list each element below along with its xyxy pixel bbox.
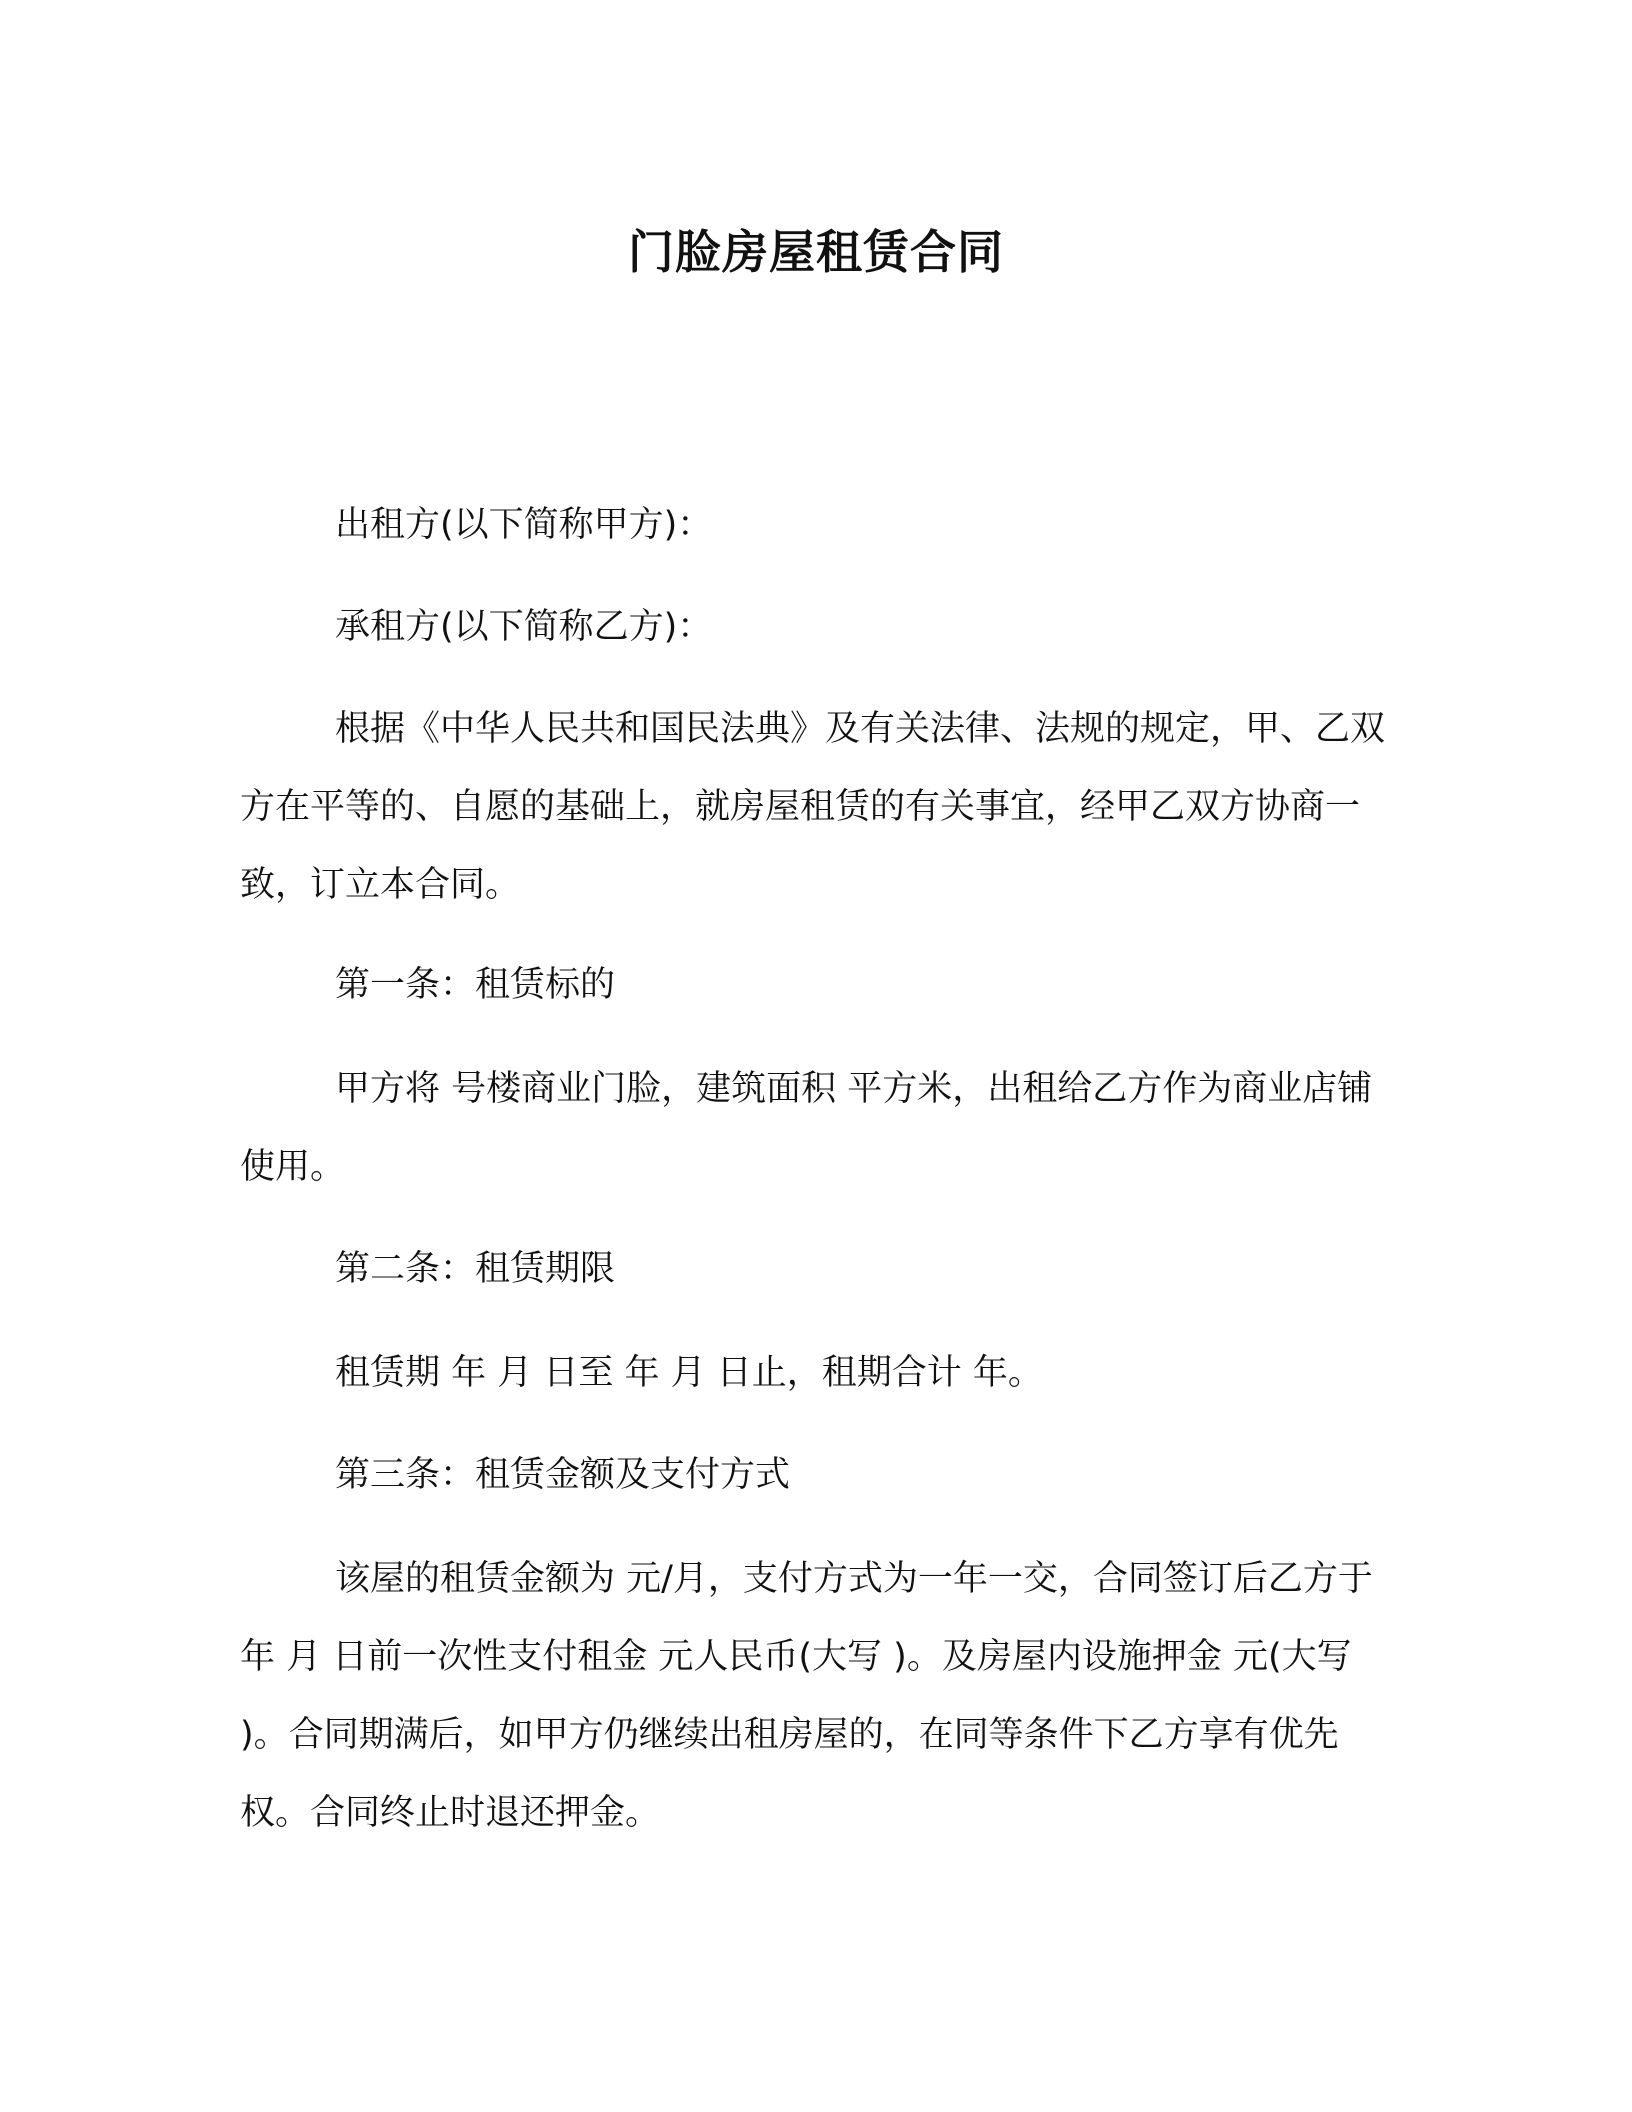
lessee-line: 承租方(以下简称乙方)：	[335, 607, 713, 647]
article3-heading: 第三条：租赁金额及支付方式	[335, 1455, 791, 1495]
preamble-paragraph: 根据《中华人民共和国民法典》及有关法律、法规的规定，甲、乙双方在平等的、自愿的基础上，就房屋租赁的有关事宜，经甲乙双方协商一致，订立本合同。	[240, 709, 1386, 905]
article1-body: 甲方将 号楼商业门脸，建筑面积 平方米，出租给乙方作为商业店铺使用。	[240, 1069, 1373, 1187]
lessor-line: 出租方(以下简称甲方)：	[335, 505, 713, 545]
article2-body: 租赁期 年 月 日至 年 月 日止，租期合计 年。	[335, 1353, 1043, 1393]
article1-heading: 第一条：租赁标的	[335, 965, 616, 1005]
document-title: 门脸房屋租赁合同	[628, 225, 1004, 279]
article2-heading: 第二条：租赁期限	[335, 1249, 616, 1289]
article3-body: 该屋的租赁金额为 元/月，支付方式为一年一交，合同签订后乙方于 年 月 日前一次性支付租金 元人民币(大写 )。及房屋内设施押金 元(大写 )。合同期满后，如甲方仍继续出租房屋的，在同等条件下乙方享有优先权。合同终止时退还押金。	[240, 1559, 1373, 1833]
